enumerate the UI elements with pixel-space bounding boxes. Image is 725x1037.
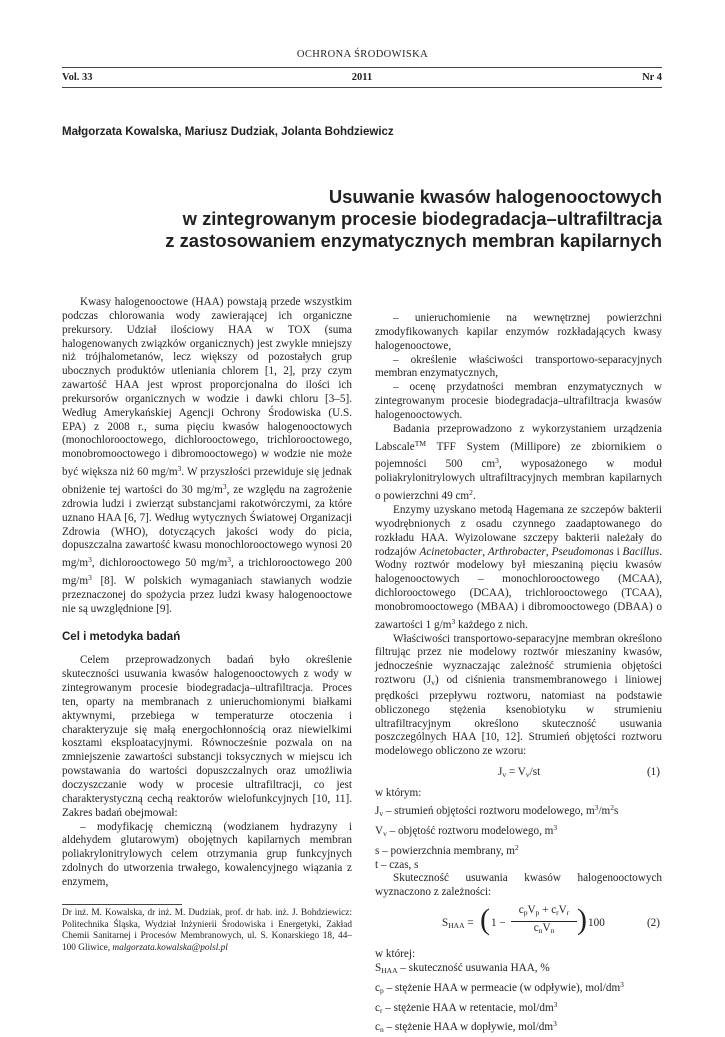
properties-paragraph: Właściwości transportowo-separacyjne membran określono filtrując przez nie modelowy roztwór mieszaniny kwasów, jednocześnie wyznaczając zależność strumienia objętości roztworu $(J_v)$ od ciśnienia transmembranowego i liniowej prędkości przepływu roztworu, natomiast na podstawie obliczonego stężenia ksenobiotyku w strumieniu ultrafiltracyjnym określono skuteczność usuwania poszczególnych HAA [10, 12]. Strumień objętości roztworu modelowego obliczono ze wzoru: xyxy=(375,632,662,758)
def-volume: $V_v$ – objętość roztworu modelowego, $m^3$ xyxy=(375,822,558,838)
volume-label: Vol. 33 xyxy=(62,72,93,83)
authors: Małgorzata Kowalska, Mariusz Dudziak, Jolanta Bohdziewicz xyxy=(62,126,394,138)
equation-1-number: (1) xyxy=(646,766,660,779)
author-email[interactable]: malgorzata.kowalska@polsl.pl xyxy=(112,942,228,953)
scope-item-2: – unieruchomienie na wewnętrznej powierzchni zmodyfikowanych kapilar enzymów rozkładających kwasy halogenooctowe, xyxy=(375,312,662,352)
title-line-3: z zastosowaniem enzymatycznych membran kapilarnych xyxy=(165,230,662,251)
equation-1: $J_v = V_v/st$ (1) xyxy=(498,766,660,780)
def-efficiency: $S_{HAA}$ – skuteczność usuwania HAA, % xyxy=(375,961,550,975)
research-paragraph: Badania przeprowadzono z wykorzystaniem urządzenia Labscale™ TFF System (Millipore) ze zbiornikiem o pojemności 500 $cm^3$, wyposażonego w moduł poliakrylonitrylowych ultrafiltracyjnych membran kapilarnych o powierzchni 49 $cm^2$. xyxy=(375,422,662,503)
right-column xyxy=(375,312,662,1037)
footnote-rule xyxy=(62,904,182,905)
title-line-1: Usuwanie kwasów halogenooctowych xyxy=(328,186,662,207)
paren-left: ( xyxy=(480,903,490,937)
issue-label: Nr 4 xyxy=(642,72,662,83)
section-heading: Cel i metodyka badań xyxy=(62,630,181,643)
removal-paragraph: Skuteczność usuwania kwasów halogenooctowych wyznaczono z zależności: xyxy=(375,872,662,899)
scope-item-1: – modyfikację chemiczną (wodzianem hydrazyny i aldehydem glutarowym) obojętnych kapilarnych membran poliakrylonitrylowych celem otrzymania grup funkcyjnych zdolnych do utworzenia trwałego, kowalencyjnego wiązania z enzymem, xyxy=(62,820,352,888)
paren-right: ) xyxy=(577,903,587,937)
year-label: 2011 xyxy=(351,72,373,83)
equation-2: $S_{HAA}$ = ( 1 − $c_pV_p + c_rV_r$ $c_nV_n$ ) 100 (2) xyxy=(442,903,660,937)
equation-2-number: (2) xyxy=(646,917,660,930)
def-time: t – czas, s xyxy=(375,858,419,871)
def-feed: $c_n$ – stężenie HAA w dopływie, mol/$dm^3$ xyxy=(375,1019,557,1035)
article-title xyxy=(62,186,662,252)
scope-item-3: – określenie właściwości transportowo-separacyjnych membran enzymatycznych, xyxy=(375,353,662,380)
equation-2-fraction: $c_pV_p + c_rV_r$ $c_nV_n$ xyxy=(511,904,577,938)
enzymes-paragraph: Enzymy uzyskano metodą Hagemana ze szczepów bakterii wyodrębnionych z osadu czynnego zaadaptowanego do rozkładu HAA. Wyizolowane szczepy bakterii należały do rodzajów Acinetobacter, Arthrobacter, Pseudomonas i Bacillus. Wodny roztwór modelowy był mieszaniną pięciu kwasów halogenooctowych – monochlorooctowego (MCAA), dichlorooctowego (DCAA), trichlorooctowego (TCAA), monobromooctowego (MBAA) i dibromooctowego (DBAA) o zawartości 1 $g/m^3$ każdego z nich. xyxy=(375,503,663,631)
intro-paragraph: Kwasy halogenooctowe (HAA) powstają przede wszystkim podczas chlorowania wody zawierającej ich organiczne prekursory. Udział ilościowy HAA w TOX (suma halogenowanych związków organicznych) jest zwykle mniejszy niż trójhalometanów, lecz większy od pozostałych grup ubocznych produktów utleniania chlorem [1, 2], przy czym zawartość HAA jest wprost proporcjonalna do ilości ich prekursorów organicznych w wodzie i dawki chloru [3–5]. Według Amerykańskiej Agencji Ochrony Środowiska (U.S. EPA) z 2008 r., suma pięciu kwasów halogenooctowych (monochlorooctowego, dichlorooctowego, trichlorooctowego, monobromooctowego i dibromooctowego) w wodzie nie może być większa niż 60 $mg/m^3$. W przyszłości przewiduje się jednak obniżenie tej wartości do 30 $mg/m^3$, ze względu na zagrożenie zdrowia ludzi i zwierząt substancjami rakotwórczymi, za które uznano HAA [6, 7]. Według wytycznych Światowej Organizacji Zdrowia (WHO), dotyczących jakości wody do picia, dopuszczalna zawartość kwasu monochlorooctowego wynosi 20 $mg/m^3$, dichlorooctowego 50 $mg/m^3$, a trichlorooctowego 200 $mg/m^3$ [8]. W polskich wymaganiach stawianych wodzie przeznaczonej do spożycia przez ludzi kwasy halogenooctowe nie są uwzględnione [9]. xyxy=(62,296,352,615)
where-label-1: w którym: xyxy=(375,787,422,800)
title-line-2: w zintegrowanym procesie biodegradacja–ultrafiltracja xyxy=(182,208,662,229)
where-label-2: w której: xyxy=(375,948,416,961)
author-footnote: Dr inż. M. Kowalska, dr inż. M. Dudziak, prof. dr hab. inż. J. Bohdziewicz: Politechnika Śląska, Wydział Inżynierii Środowiska i Energetyki, Zakład Chemii Sanitarnej i Procesów Membranowych, ul. S. Konarskiego 18, 44–100 Gliwice, malgorzata.kowalska@polsl.pl xyxy=(62,908,352,953)
def-permeate: $c_p$ – stężenie HAA w permeacie (w odpływie), mol/$dm^3$ xyxy=(375,979,624,995)
header-rule-top xyxy=(62,67,662,68)
aim-paragraph: Celem przeprowadzonych badań było określenie skuteczności usuwania kwasów halogenooctowych z wody w zintegrowanym procesie biodegradacja–ultrafiltracja. Proces ten, oparty na membranach z unieruchomionymi białkami aktywnymi, przebiega w temperaturze otoczenia i charakteryzuje się małą energochłonnością oraz niewielkimi kosztami eksploatacyjnymi. Równocześnie pozwala on na zmniejszenie zawartości substancji toksycznych w miejscu ich powstawania do wartości dopuszczalnych oraz umożliwia doczyszczanie wody w procesie ultrafiltracji, co jest charakterystyczną cechą reaktorów wielofunkcyjnych [10, 11]. Zakres badań obejmował: xyxy=(62,654,352,819)
left-column xyxy=(62,296,352,890)
scope-item-4: – ocenę przydatności membran enzymatycznych w zintegrowanym procesie biodegradacja–ultrafiltracja kwasów halogenooctowych. xyxy=(375,381,662,421)
def-flux: $J_v$ – strumień objętości roztworu modelowego, $m^3/m^2s$ xyxy=(375,803,619,818)
def-retentate: $c_r$ – stężenie HAA w retentacie, mol/$dm^3$ xyxy=(375,999,558,1015)
journal-name: OCHRONA ŚRODOWISKA xyxy=(296,49,429,60)
header-rule-bottom xyxy=(62,87,662,88)
def-surface: s – powierzchnia membrany, $m^2$ xyxy=(375,842,519,857)
